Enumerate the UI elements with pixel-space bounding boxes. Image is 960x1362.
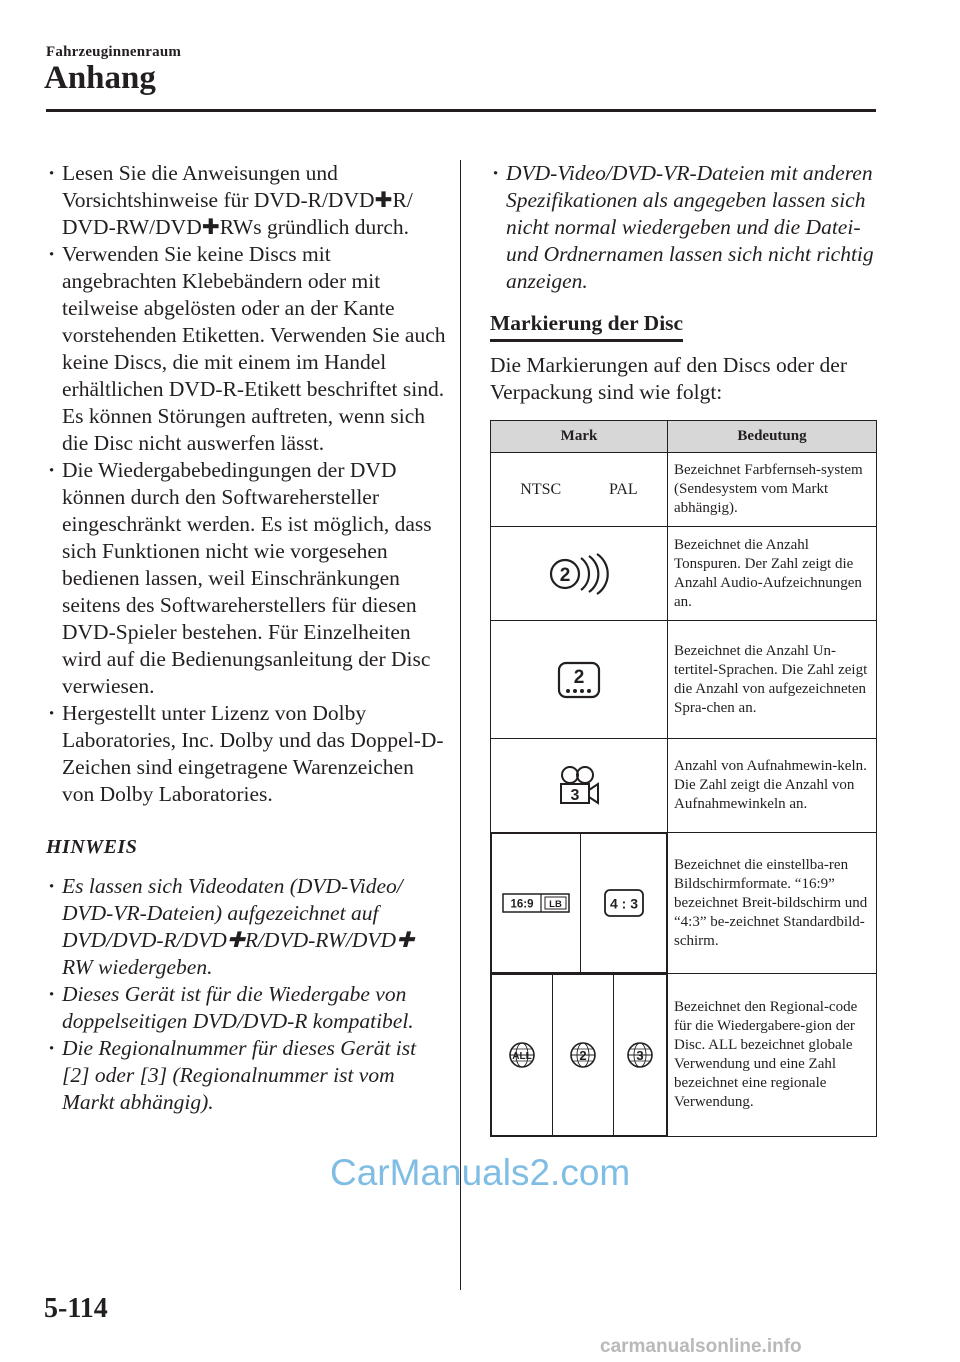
ntsc-mark: NTSC: [520, 480, 562, 498]
list-item: · Lesen Sie die Anweisungen und Vorsichtshinweise für DVD-R/DVD✚R/ DVD-RW/DVD✚RWs gründlich durch.: [46, 160, 446, 241]
list-item: · Die Wiedergabebedingungen der DVD können durch den Softwarehersteller eingeschränkt werden. Es ist möglich, dass sich Funktionen nicht wie vorgesehen bedienen lassen, weil Einschränkungen seitens des Softwareherstellers für diesen DVD-Spieler bestehen. Für Einzelheiten wird auf die Bedienungsanleitung der Disc verwiesen.: [46, 457, 446, 700]
left-column: [46, 160, 446, 1116]
table-row: [491, 833, 877, 974]
mark-cell: [491, 453, 668, 527]
mark-cell: [491, 974, 668, 1137]
camera-angle-icon: [556, 765, 602, 807]
subtitle-icon: [556, 660, 602, 700]
disc-marks-table: [490, 420, 877, 1137]
camera-angle-number: 3: [570, 786, 580, 804]
note-item: · Es lassen sich Videodaten (DVD-Video/ DVD-VR-Dateien) aufgezeichnet auf DVD/DVD-R/DVD✚R/DVD-RW/DVD✚ RW wiedergeben.: [46, 873, 446, 981]
meaning-cell: Bezeichnet die Anzahl Un-tertitel-Sprachen. Die Zahl zeigt die Anzahl von aufgezeichneten Spra-chen an.: [668, 621, 877, 739]
region-3-cell: [614, 975, 667, 1136]
list-item: · Verwenden Sie keine Discs mit angebrachten Klebebändern oder mit teilweise abgelösten oder an der Kante vorstehenden Etiketten. Verwenden Sie auch keine Discs, die mit einem im Handel erhältlichen DVD-R-Etikett beschriftet sind. Es können Störungen auftreten, wenn sich die Disc nicht auswerfen lässt.: [46, 241, 446, 457]
note-title: HINWEIS: [46, 836, 138, 858]
mark-cell: [491, 739, 668, 833]
audio-tracks-number: 2: [559, 564, 571, 586]
table-row: [491, 974, 877, 1137]
table-row: [491, 621, 877, 739]
meaning-cell: Anzahl von Aufnahmewin-keln. Die Zahl zeigt die Anzahl von Aufnahmewinkeln an.: [668, 739, 877, 833]
region-code-marks: [491, 974, 667, 1136]
watermark-carmanualsonline: carmanualsonline.info: [600, 1336, 802, 1357]
col-header-mark: Mark: [491, 421, 668, 453]
section-heading: Markierung der Disc: [490, 311, 683, 342]
region-globe-icon: [508, 1041, 536, 1069]
standard-label: 4 : 3: [609, 895, 638, 912]
note-item: · Die Regionalnummer für dieses Gerät ist [2] oder [3] (Regionalnummer ist vom Markt abhängig).: [46, 1035, 446, 1116]
table-row: [491, 527, 877, 621]
table-header-row: [491, 421, 877, 453]
meaning-cell: Bezeichnet Farbfernseh-system (Sendesystem vom Markt abhängig).: [668, 453, 877, 527]
subtitle-number: 2: [573, 666, 585, 688]
widescreen-label: 16:9: [510, 898, 534, 911]
right-column: [490, 160, 876, 1137]
standard-4-3-icon: [603, 888, 645, 918]
table-row: [491, 739, 877, 833]
bullet-list: [46, 160, 446, 808]
watermark-carmanuals2: CarManuals2.com: [330, 1152, 631, 1193]
widescreen-16-9-icon: [502, 893, 570, 913]
region-2-label: 2: [579, 1048, 587, 1063]
meaning-cell: Bezeichnet die einstellba-ren Bildschirmformate. “16:9” bezeichnet Breit-bildschirm und “4:3” be-zeichnet Standardbild-schirm.: [668, 833, 877, 974]
mark-cell: [491, 621, 668, 739]
screen-format-marks: [491, 833, 667, 973]
header-rule: [46, 109, 876, 112]
col-header-meaning: Bedeutung: [668, 421, 877, 453]
region-2-cell: [553, 975, 614, 1136]
list-item: · Hergestellt unter Lizenz von Dolby Laboratories, Inc. Dolby und das Doppel-D-Zeichen sind eingetragene Warenzeichen von Dolby Laboratories.: [46, 700, 446, 808]
widescreen-mark-cell: [492, 834, 581, 973]
meaning-cell: Bezeichnet den Regional-code für die Wiedergabere-gion der Disc. ALL bezeichnet globale Verwendung und eine Zahl bezeichnet eine regionale Verwendung.: [668, 974, 877, 1137]
chapter-title: Anhang: [44, 60, 156, 96]
note-item: · DVD-Video/DVD-VR-Dateien mit anderen Spezifikationen als angegeben lassen sich nicht normal wiedergeben und die Datei- und Ordnernamen lassen sich nicht richtig anzeigen.: [490, 160, 876, 295]
mark-cell: [491, 833, 668, 974]
note-item: · Dieses Gerät ist für die Wiedergabe von doppelseitigen DVD/DVD-R kompatibel.: [46, 981, 446, 1035]
section-title: Fahrzeuginnenraum: [46, 44, 182, 60]
region-all-label: ALL: [512, 1051, 532, 1062]
intro-text: Die Markierungen auf den Discs oder der Verpackung sind wie folgt:: [490, 353, 848, 404]
mark-cell: [491, 527, 668, 621]
note-list: [46, 873, 446, 1116]
note-list-continued: [490, 160, 876, 295]
region-all-cell: [492, 975, 553, 1136]
region-3-label: 3: [636, 1048, 644, 1063]
column-divider: [460, 160, 461, 1290]
region-globe-icon: [626, 1041, 654, 1069]
pal-mark: PAL: [608, 480, 638, 498]
region-globe-icon: [569, 1041, 597, 1069]
page-number: 5-114: [44, 1293, 108, 1324]
standard-mark-cell: [581, 834, 667, 973]
letterbox-label: LB: [549, 899, 562, 910]
meaning-cell: Bezeichnet die Anzahl Tonspuren. Der Zahl zeigt die Anzahl Audio-Aufzeichnungen an.: [668, 527, 877, 621]
table-row: [491, 453, 877, 527]
audio-tracks-icon: [547, 551, 611, 597]
